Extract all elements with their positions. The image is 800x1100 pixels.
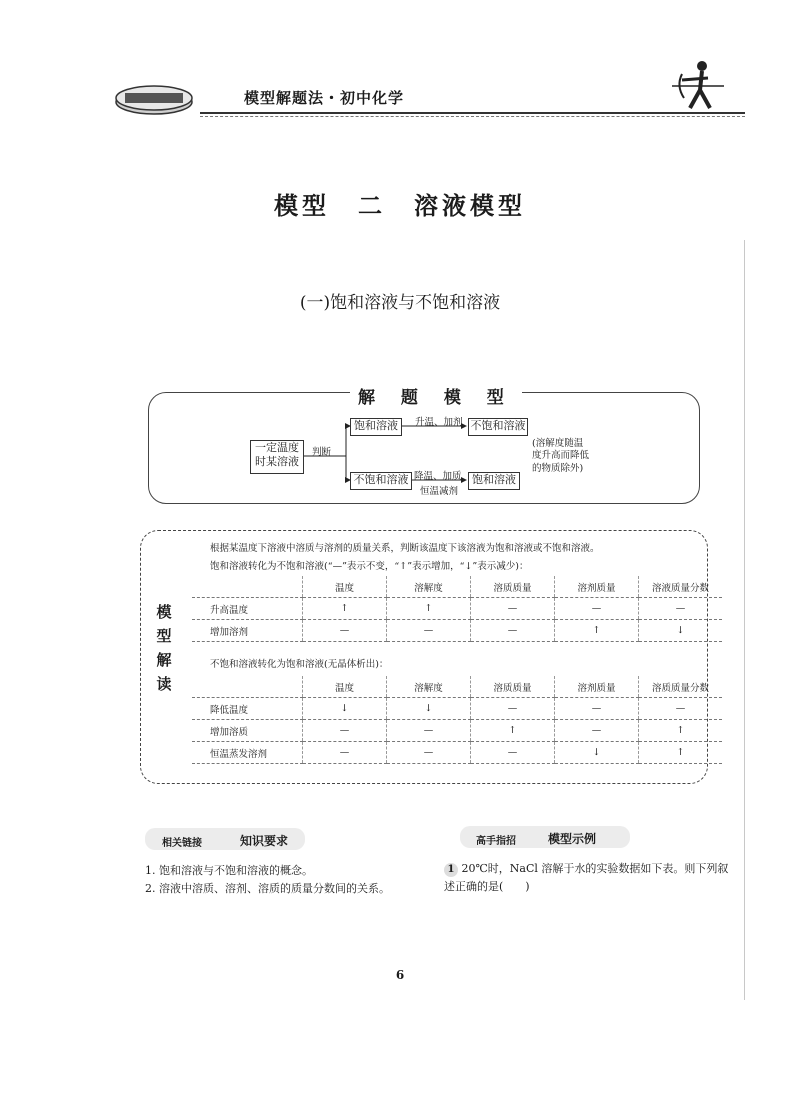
table-header-cell: 溶解度 [387, 676, 471, 698]
note-line-1: (溶解度随温 [532, 438, 584, 449]
table-header-cell: 溶质质量 [471, 576, 555, 598]
intro-text-3: 不饱和溶液转化为饱和溶液(无晶体析出)： [210, 659, 389, 670]
intro-text-2: 饱和溶液转化为不饱和溶液(“—”表示不变，“↑”表示增加，“↓”表示减少)： [210, 561, 529, 572]
chapter-title: 模型 二 溶液模型 [274, 191, 526, 220]
example-number: 1 [444, 863, 458, 877]
op-top-label: 升温、加剂 [415, 417, 463, 428]
table-cell: — [303, 720, 387, 742]
table-header-cell: 溶剂质量 [555, 676, 639, 698]
side-char-3: 解 [156, 651, 172, 669]
start-line-2: 时某溶液 [255, 455, 299, 469]
header-rule-dashed [200, 116, 745, 117]
note-line-2: 度升高而降低 [532, 450, 590, 462]
table-cell: — [639, 598, 723, 620]
side-char-4: 读 [156, 675, 172, 693]
knowledge-item-1: 1. 饱和溶液与不饱和溶液的概念。 [145, 864, 313, 877]
table-cell: — [555, 720, 639, 742]
saturated-box: 饱和溶液 [350, 418, 402, 436]
table-header-row [192, 676, 722, 698]
table-cell: — [303, 620, 387, 642]
table-header-cell: 溶液质量分数 [639, 576, 723, 598]
table-cell: — [639, 698, 723, 720]
table-row [192, 698, 722, 720]
table-cell: — [555, 598, 639, 620]
result-saturated-box: 饱和溶液 [468, 472, 520, 490]
table-cell: — [471, 620, 555, 642]
table-header-cell [192, 676, 303, 698]
expert-tip-tag: 高手指招 [476, 836, 516, 847]
table-header-cell: 溶质质量 [471, 676, 555, 698]
table-cell: ↑ [555, 620, 639, 642]
judge-label: 判断 [312, 447, 332, 458]
exception-note [532, 438, 589, 475]
note-line-3: 的物质除外) [532, 462, 584, 474]
section-title-text: (一)饱和溶液与不饱和溶液 [299, 293, 501, 313]
table-row [192, 620, 722, 642]
table-cell: — [471, 698, 555, 720]
section-title [0, 288, 800, 313]
unsaturated-to-saturated-table [192, 676, 722, 764]
example-question [444, 860, 728, 877]
table-cell: 增加溶剂 [192, 620, 303, 642]
example-line-1: 20℃时，NaCl 溶解于水的实验数据如下表。则下列叙 [461, 862, 729, 875]
table-cell: — [387, 742, 471, 764]
side-char-1: 模 [156, 603, 172, 621]
table-cell: 增加溶质 [192, 720, 303, 742]
table-header-cell: 溶剂质量 [555, 576, 639, 598]
result-unsaturated-box: 不饱和溶液 [468, 418, 528, 436]
example-line-2: 述正确的是( ) [444, 880, 530, 893]
book-title: 模型解题法・初中化学 [244, 89, 405, 107]
archer-icon [668, 56, 728, 116]
table-cell: — [555, 698, 639, 720]
table-cell: — [387, 720, 471, 742]
solution-model-heading: 解 题 模 型 [350, 383, 522, 408]
table-header-row [192, 576, 722, 598]
table-cell: ↑ [387, 598, 471, 620]
table-cell: 恒温蒸发溶剂 [192, 742, 303, 764]
table-cell: ↑ [639, 742, 723, 764]
start-line-1: 一定温度 [255, 441, 299, 454]
table-row [192, 742, 722, 764]
related-link-tag: 相关链接 [162, 838, 202, 849]
table-cell: ↓ [387, 698, 471, 720]
table-cell: ↓ [555, 742, 639, 764]
intro-text-1: 根据某温度下溶液中溶质与溶剂的质量关系，判断该温度下该溶液为饱和溶液或不饱和溶液。 [210, 543, 600, 554]
unsaturated-box: 不饱和溶液 [350, 472, 412, 490]
table-header-cell: 温度 [303, 676, 387, 698]
page-edge-line [744, 240, 745, 1000]
table-cell: ↑ [471, 720, 555, 742]
knowledge-item-2: 2. 溶液中溶质、溶剂、溶质的质量分数间的关系。 [145, 882, 390, 895]
book-logo-icon [113, 80, 195, 120]
header-rule [200, 112, 745, 114]
table-cell: — [387, 620, 471, 642]
op-bottom-label-1: 降温、加质 [414, 471, 462, 482]
table-row [192, 598, 722, 620]
model-interpretation-label [152, 600, 176, 696]
table-cell: — [303, 742, 387, 764]
table-cell: ↑ [303, 598, 387, 620]
table-header-cell: 溶质质量分数 [639, 676, 723, 698]
table-cell: ↓ [639, 620, 723, 642]
table-cell: 升高温度 [192, 598, 303, 620]
table-cell: — [471, 598, 555, 620]
table-cell: — [471, 742, 555, 764]
side-char-2: 型 [156, 627, 172, 645]
table-cell: ↑ [639, 720, 723, 742]
example-title: 模型示例 [548, 832, 597, 846]
page-number: 6 [395, 968, 405, 982]
saturated-to-unsaturated-table [192, 576, 722, 642]
table-row [192, 720, 722, 742]
table-header-cell: 温度 [303, 576, 387, 598]
table-cell: ↓ [303, 698, 387, 720]
op-bottom-label-2: 恒温减剂 [420, 486, 459, 497]
start-box [250, 440, 304, 474]
table-header-cell: 溶解度 [387, 576, 471, 598]
table-cell: 降低温度 [192, 698, 303, 720]
table-header-cell [192, 576, 303, 598]
knowledge-title: 知识要求 [240, 834, 289, 848]
